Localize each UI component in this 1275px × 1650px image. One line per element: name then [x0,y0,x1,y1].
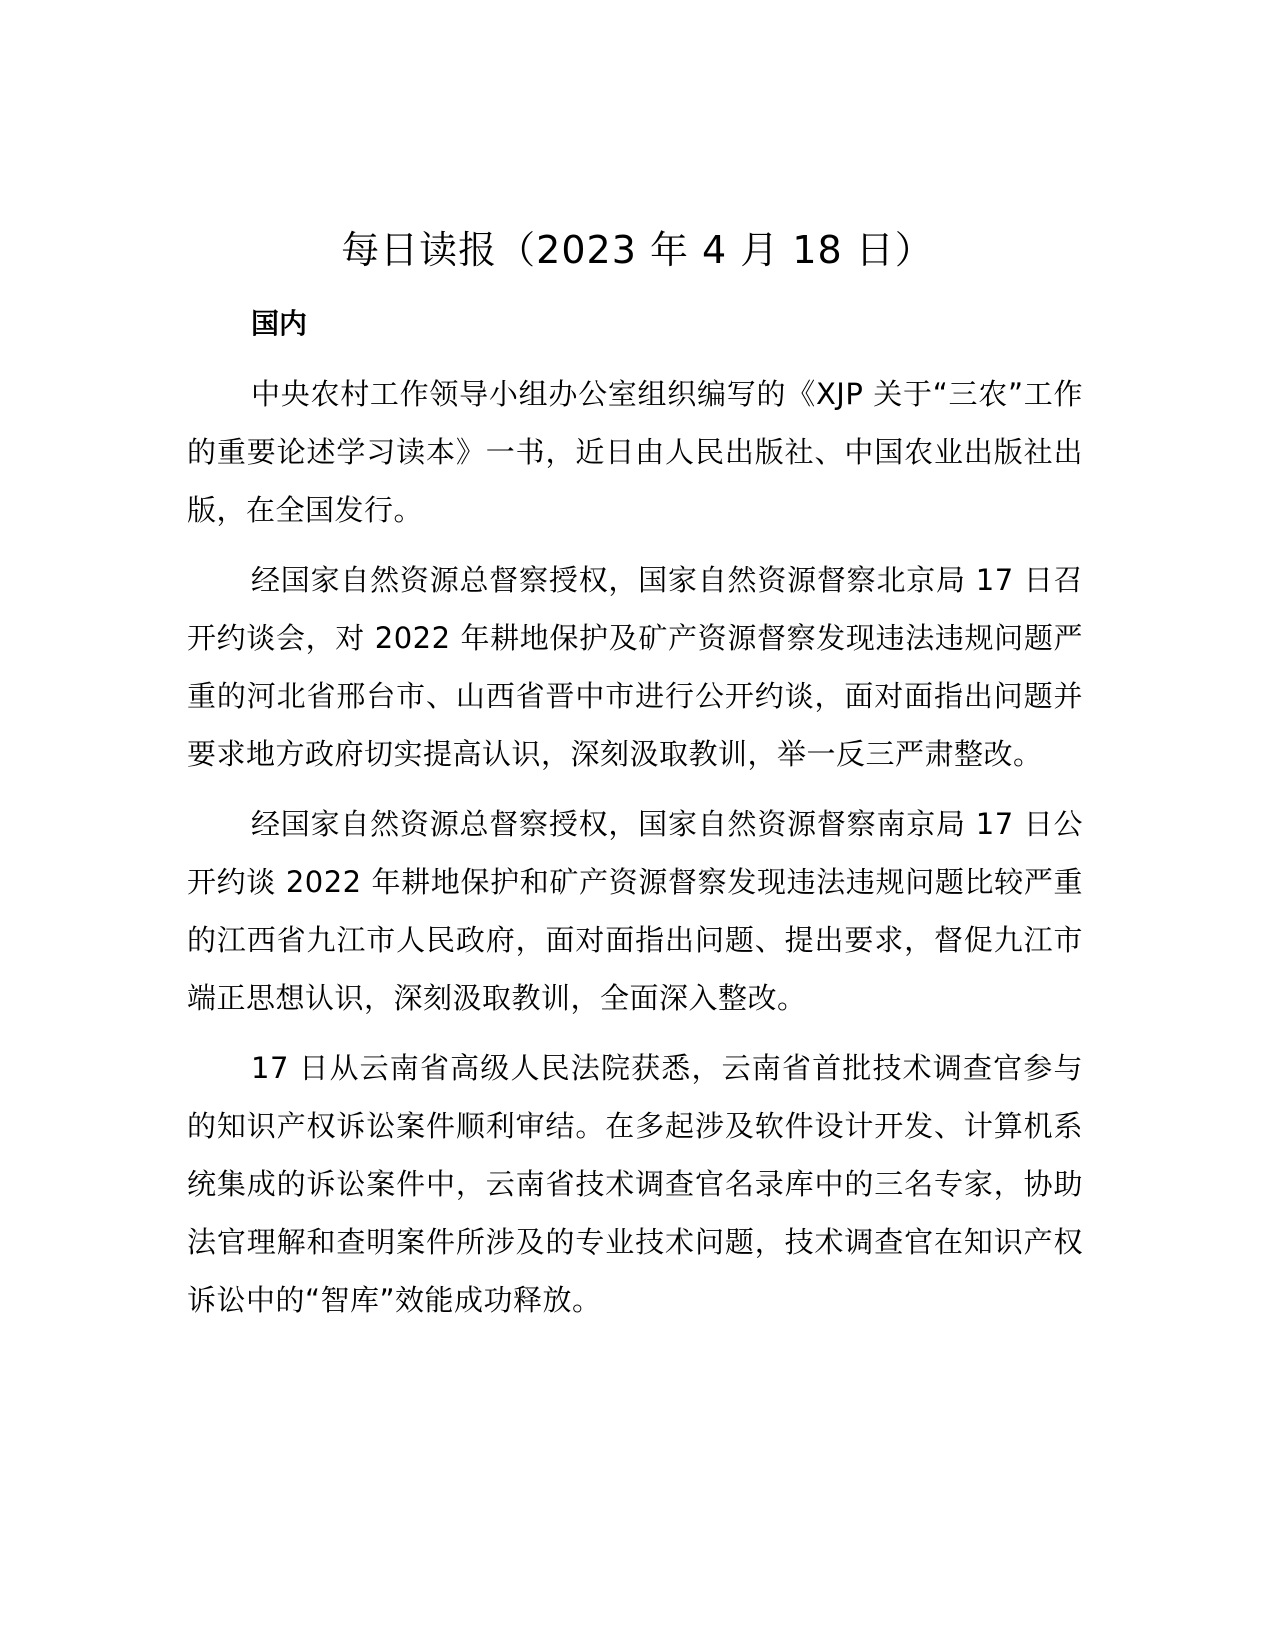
news-paragraph: 中央农村工作领导小组办公室组织编写的《XJP 关于“三农”工作的重要论述学习读本》一书，近日由人民出版社、中国农业出版社出版，在全国发行。 [187,377,1083,527]
document-body [187,295,1083,1341]
news-paragraph: 经国家自然资源总督察授权，国家自然资源督察北京局 17 日召开约谈会，对 2022 年耕地保护及矿产资源督察发现违法违规问题严重的河北省邢台市、山西省晋中市进行公开约谈，面对面指出问题并要求地方政府切实提高认识，深刻汲取教训，举一反三严肃整改。 [187,563,1083,771]
document-title: 每日读报（2023 年 4 月 18 日） [341,228,934,272]
news-paragraph: 经国家自然资源总督察授权，国家自然资源督察南京局 17 日公开约谈 2022 年耕地保护和矿产资源督察发现违法违规问题比较严重的江西省九江市人民政府，面对面指出问题、提出要求，督促九江市端正思想认识，深刻汲取教训，全面深入整改。 [187,807,1083,1015]
news-paragraph: 17 日从云南省高级人民法院获悉，云南省首批技术调查官参与的知识产权诉讼案件顺利审结。在多起涉及软件设计开发、计算机系统集成的诉讼案件中，云南省技术调查官名录库中的三名专家，协助法官理解和查明案件所涉及的专业技术问题，技术调查官在知识产权诉讼中的“智库”效能成功释放。 [187,1051,1083,1317]
section-heading-domestic: 国内 [251,307,308,340]
